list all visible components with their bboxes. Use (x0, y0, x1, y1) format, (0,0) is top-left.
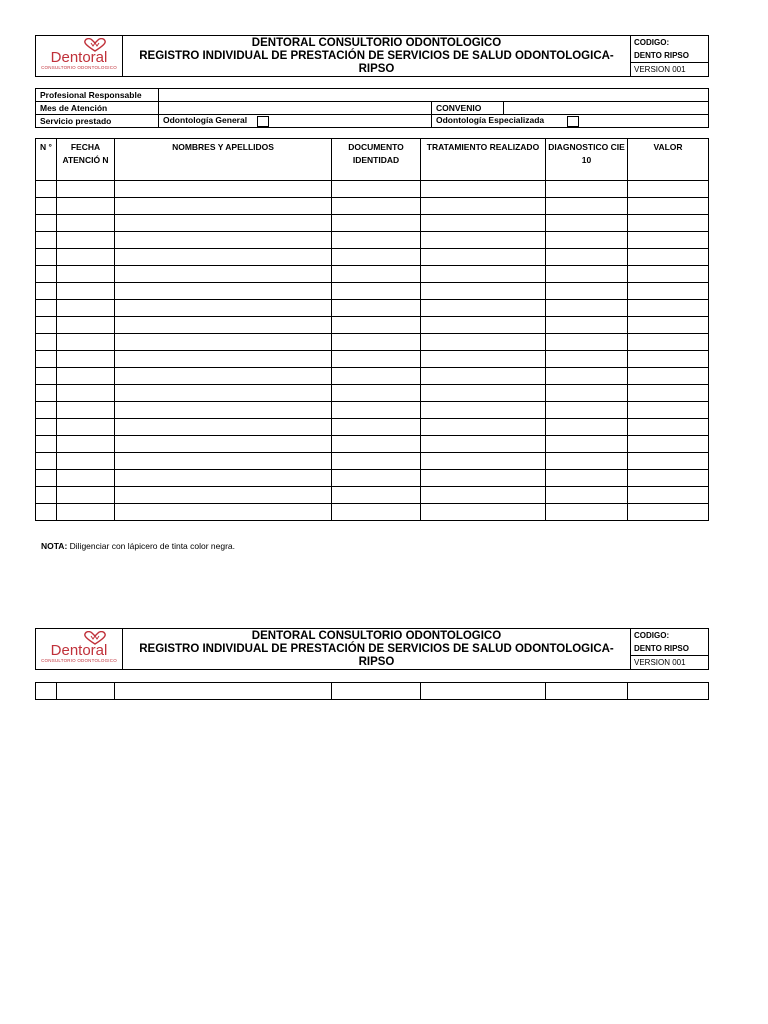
cell-n[interactable] (36, 181, 57, 198)
logo-tagline: CONSULTORIO ODONTOLOGICO (41, 64, 117, 70)
cell-diagnostico[interactable] (546, 402, 628, 419)
cell-diagnostico[interactable] (546, 487, 628, 504)
cell-valor[interactable] (628, 470, 709, 487)
general-option (159, 115, 432, 128)
table-row (36, 487, 709, 504)
profesional-label: Profesional Responsable (36, 89, 159, 102)
cell-fecha[interactable] (57, 198, 115, 215)
cell-valor[interactable] (628, 683, 709, 700)
cell-tratamiento[interactable] (421, 436, 546, 453)
cell-diagnostico[interactable] (546, 470, 628, 487)
cell-documento[interactable] (332, 300, 421, 317)
cell-nombres[interactable] (115, 436, 332, 453)
cell-tratamiento[interactable] (421, 470, 546, 487)
cell-fecha[interactable] (57, 351, 115, 368)
tooth-heart-icon (83, 38, 107, 52)
cell-valor[interactable] (628, 181, 709, 198)
cell-fecha[interactable] (57, 317, 115, 334)
cell-tratamiento[interactable] (421, 402, 546, 419)
cell-n[interactable] (36, 368, 57, 385)
cell-nombres[interactable] (115, 504, 332, 521)
col-valor: VALOR (628, 139, 709, 181)
table-row (36, 351, 709, 368)
cell-valor[interactable] (628, 487, 709, 504)
table-row (36, 266, 709, 283)
cell-valor[interactable] (628, 198, 709, 215)
cell-tratamiento[interactable] (421, 249, 546, 266)
cell-n[interactable] (36, 198, 57, 215)
table-row (36, 402, 709, 419)
cell-valor[interactable] (628, 385, 709, 402)
table-row (36, 215, 709, 232)
cell-n[interactable] (36, 470, 57, 487)
cell-nombres[interactable] (115, 683, 332, 700)
table-row (36, 470, 709, 487)
cell-tratamiento[interactable] (421, 181, 546, 198)
cell-diagnostico[interactable] (546, 249, 628, 266)
cell-nombres[interactable] (115, 487, 332, 504)
cell-n[interactable] (36, 504, 57, 521)
table-row (36, 232, 709, 249)
logo-brand: Dentoral (50, 48, 108, 66)
form-title (123, 629, 631, 670)
cell-tratamiento[interactable] (421, 419, 546, 436)
cell-tratamiento[interactable] (421, 385, 546, 402)
codigo-label: CODIGO: (631, 36, 709, 50)
cell-n[interactable] (36, 683, 57, 700)
cell-fecha[interactable] (57, 487, 115, 504)
records-table-continued (35, 682, 709, 700)
tooth-heart-icon (83, 631, 107, 645)
cell-diagnostico[interactable] (546, 215, 628, 232)
nota-text: Diligenciar con lápicero de tinta color negra. (69, 541, 236, 551)
table-row (36, 334, 709, 351)
table-row (36, 317, 709, 334)
version-label: VERSION 001 (631, 63, 709, 77)
codigo-value: DENTO RIPSO (631, 49, 709, 63)
convenio-field[interactable] (504, 102, 709, 115)
cell-nombres[interactable] (115, 402, 332, 419)
title-line-3: RIPSO (358, 62, 395, 75)
cell-fecha[interactable] (57, 385, 115, 402)
cell-fecha[interactable] (57, 249, 115, 266)
cell-fecha[interactable] (57, 215, 115, 232)
cell-fecha[interactable] (57, 419, 115, 436)
cell-nombres[interactable] (115, 385, 332, 402)
cell-documento[interactable] (332, 317, 421, 334)
cell-valor[interactable] (628, 419, 709, 436)
cell-documento[interactable] (332, 249, 421, 266)
cell-tratamiento[interactable] (421, 334, 546, 351)
cell-tratamiento[interactable] (421, 317, 546, 334)
cell-valor[interactable] (628, 368, 709, 385)
cell-n[interactable] (36, 334, 57, 351)
logo (36, 36, 123, 77)
cell-nombres[interactable] (115, 283, 332, 300)
cell-nombres[interactable] (115, 266, 332, 283)
cell-diagnostico[interactable] (546, 266, 628, 283)
cell-nombres[interactable] (115, 351, 332, 368)
cell-diagnostico[interactable] (546, 283, 628, 300)
cell-nombres[interactable] (115, 453, 332, 470)
cell-documento[interactable] (332, 266, 421, 283)
cell-nombres[interactable] (115, 249, 332, 266)
cell-fecha[interactable] (57, 181, 115, 198)
cell-n[interactable] (36, 266, 57, 283)
records-table (35, 138, 709, 521)
table-row (36, 683, 709, 700)
cell-diagnostico[interactable] (546, 300, 628, 317)
col-tratamiento: TRATAMIENTO REALIZADO (421, 139, 546, 181)
cell-nombres[interactable] (115, 317, 332, 334)
cell-valor[interactable] (628, 351, 709, 368)
cell-tratamiento[interactable] (421, 351, 546, 368)
cell-documento[interactable] (332, 283, 421, 300)
title-line-1: DENTORAL CONSULTORIO ODONTOLOGICO (251, 36, 502, 49)
cell-valor[interactable] (628, 453, 709, 470)
cell-tratamiento[interactable] (421, 232, 546, 249)
cell-documento[interactable] (332, 351, 421, 368)
cell-n[interactable] (36, 351, 57, 368)
servicio-label: Servicio prestado (36, 115, 159, 128)
especializada-checkbox[interactable] (567, 116, 579, 127)
version-label: VERSION 001 (631, 656, 709, 670)
cell-tratamiento[interactable] (421, 215, 546, 232)
cell-valor[interactable] (628, 283, 709, 300)
cell-diagnostico[interactable] (546, 181, 628, 198)
cell-diagnostico[interactable] (546, 504, 628, 521)
header-block-1 (35, 35, 709, 77)
cell-diagnostico[interactable] (546, 334, 628, 351)
cell-diagnostico[interactable] (546, 351, 628, 368)
cell-diagnostico[interactable] (546, 385, 628, 402)
table-row (36, 504, 709, 521)
form-title (123, 36, 631, 77)
cell-n[interactable] (36, 215, 57, 232)
profesional-field[interactable] (159, 89, 709, 102)
cell-n[interactable] (36, 453, 57, 470)
cell-documento[interactable] (332, 215, 421, 232)
cell-tratamiento[interactable] (421, 198, 546, 215)
cell-n[interactable] (36, 249, 57, 266)
title-line-1: DENTORAL CONSULTORIO ODONTOLOGICO (251, 629, 502, 642)
mes-field[interactable] (159, 102, 432, 115)
cell-tratamiento[interactable] (421, 300, 546, 317)
cell-tratamiento[interactable] (421, 504, 546, 521)
cell-valor[interactable] (628, 334, 709, 351)
cell-nombres[interactable] (115, 419, 332, 436)
cell-diagnostico[interactable] (546, 683, 628, 700)
records-body (36, 181, 709, 521)
cell-tratamiento[interactable] (421, 453, 546, 470)
cell-documento[interactable] (332, 470, 421, 487)
nota-label: NOTA: (41, 541, 68, 551)
col-nombres: NOMBRES Y APELLIDOS (115, 139, 332, 181)
cell-documento[interactable] (332, 419, 421, 436)
info-table (35, 88, 709, 128)
cell-fecha[interactable] (57, 283, 115, 300)
cell-documento[interactable] (332, 436, 421, 453)
cell-nombres[interactable] (115, 232, 332, 249)
table-row (36, 300, 709, 317)
cell-n[interactable] (36, 232, 57, 249)
cell-valor[interactable] (628, 266, 709, 283)
title-line-3: RIPSO (358, 655, 395, 668)
cell-diagnostico[interactable] (546, 198, 628, 215)
col-n: N ° (36, 139, 57, 181)
cell-documento[interactable] (332, 453, 421, 470)
nota (41, 541, 235, 551)
cell-nombres[interactable] (115, 300, 332, 317)
especializada-option (432, 115, 709, 128)
col-fecha: FECHA ATENCIÓ N (57, 139, 115, 181)
cell-nombres[interactable] (115, 334, 332, 351)
codigo-value: DENTO RIPSO (631, 642, 709, 656)
cell-n[interactable] (36, 283, 57, 300)
cell-fecha[interactable] (57, 402, 115, 419)
cell-n[interactable] (36, 300, 57, 317)
cell-fecha[interactable] (57, 504, 115, 521)
table-row (36, 249, 709, 266)
cell-documento[interactable] (332, 232, 421, 249)
cell-documento[interactable] (332, 683, 421, 700)
mes-label: Mes de Atención (36, 102, 159, 115)
codigo-label: CODIGO: (631, 629, 709, 643)
convenio-label: CONVENIO (432, 102, 504, 115)
cell-fecha[interactable] (57, 266, 115, 283)
table-row (36, 436, 709, 453)
cell-diagnostico[interactable] (546, 368, 628, 385)
table-row (36, 198, 709, 215)
logo-brand: Dentoral (50, 641, 108, 659)
cell-n[interactable] (36, 487, 57, 504)
logo (36, 629, 123, 670)
cell-nombres[interactable] (115, 368, 332, 385)
logo-tagline: CONSULTORIO ODONTOLOGICO (41, 657, 117, 663)
cell-n[interactable] (36, 317, 57, 334)
cell-tratamiento[interactable] (421, 368, 546, 385)
cell-valor[interactable] (628, 215, 709, 232)
cell-valor[interactable] (628, 249, 709, 266)
general-label: Odontología General (163, 115, 248, 126)
cell-n[interactable] (36, 402, 57, 419)
cell-diagnostico[interactable] (546, 436, 628, 453)
cell-fecha[interactable] (57, 436, 115, 453)
cell-fecha[interactable] (57, 232, 115, 249)
cell-valor[interactable] (628, 402, 709, 419)
cell-diagnostico[interactable] (546, 232, 628, 249)
cell-valor[interactable] (628, 504, 709, 521)
title-line-2: REGISTRO INDIVIDUAL DE PRESTACIÓN DE SERVICIOS DE SALUD ODONTOLOGICA- (139, 49, 614, 62)
cell-n[interactable] (36, 385, 57, 402)
cell-nombres[interactable] (115, 181, 332, 198)
cell-nombres[interactable] (115, 198, 332, 215)
cell-documento[interactable] (332, 198, 421, 215)
cell-n[interactable] (36, 419, 57, 436)
title-line-2: REGISTRO INDIVIDUAL DE PRESTACIÓN DE SERVICIOS DE SALUD ODONTOLOGICA- (139, 642, 614, 655)
header-block-2 (35, 628, 709, 670)
cell-valor[interactable] (628, 436, 709, 453)
table-row (36, 368, 709, 385)
cell-fecha[interactable] (57, 334, 115, 351)
cell-valor[interactable] (628, 317, 709, 334)
general-checkbox[interactable] (257, 116, 269, 127)
cell-fecha[interactable] (57, 368, 115, 385)
cell-diagnostico[interactable] (546, 317, 628, 334)
cell-tratamiento[interactable] (421, 683, 546, 700)
cell-valor[interactable] (628, 300, 709, 317)
cell-fecha[interactable] (57, 683, 115, 700)
cell-nombres[interactable] (115, 470, 332, 487)
cell-documento[interactable] (332, 504, 421, 521)
table-row (36, 385, 709, 402)
col-diagnostico: DIAGNOSTICO CIE 10 (546, 139, 628, 181)
cell-documento[interactable] (332, 487, 421, 504)
cell-n[interactable] (36, 436, 57, 453)
cell-diagnostico[interactable] (546, 453, 628, 470)
table-row (36, 181, 709, 198)
cell-documento[interactable] (332, 385, 421, 402)
cell-tratamiento[interactable] (421, 266, 546, 283)
cell-tratamiento[interactable] (421, 283, 546, 300)
cell-tratamiento[interactable] (421, 487, 546, 504)
cell-fecha[interactable] (57, 470, 115, 487)
especializada-label: Odontología Especializada (436, 115, 545, 126)
table-row (36, 283, 709, 300)
cell-fecha[interactable] (57, 300, 115, 317)
cell-documento[interactable] (332, 402, 421, 419)
cell-diagnostico[interactable] (546, 419, 628, 436)
table-row (36, 453, 709, 470)
cell-documento[interactable] (332, 368, 421, 385)
col-documento: DOCUMENTO IDENTIDAD (332, 139, 421, 181)
cell-documento[interactable] (332, 181, 421, 198)
cell-documento[interactable] (332, 334, 421, 351)
cell-fecha[interactable] (57, 453, 115, 470)
cell-nombres[interactable] (115, 215, 332, 232)
table-row (36, 419, 709, 436)
cell-valor[interactable] (628, 232, 709, 249)
